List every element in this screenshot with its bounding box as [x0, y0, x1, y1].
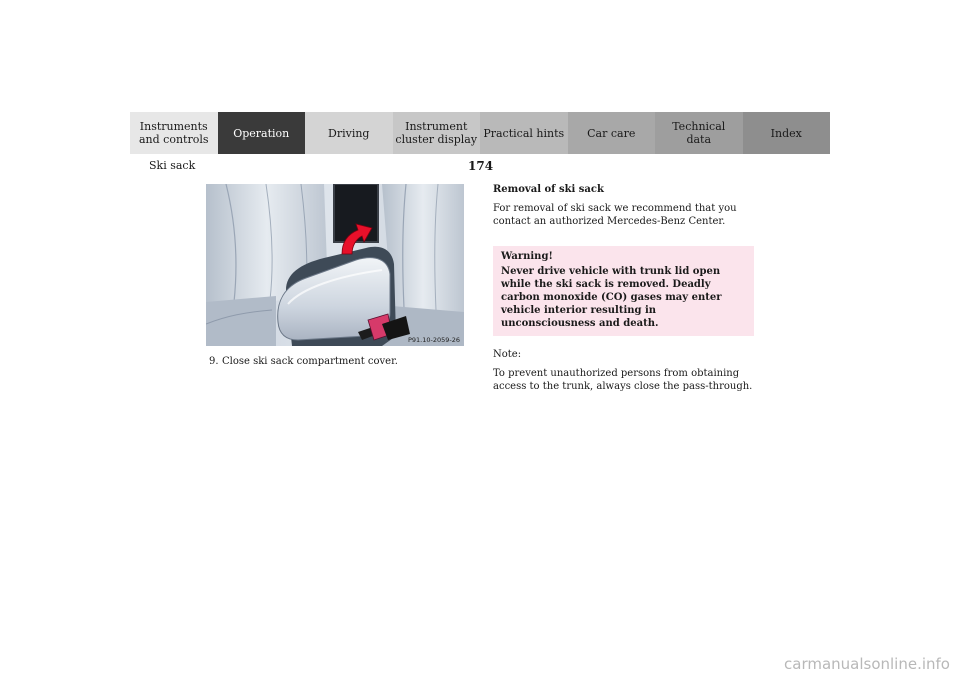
warning-box: [493, 246, 754, 336]
removal-heading: Removal of ski sack: [493, 184, 604, 195]
nav-tab-7[interactable]: Index: [743, 112, 831, 154]
right-column: [493, 183, 761, 399]
note-label: Note:: [493, 349, 522, 360]
nav-tab-4[interactable]: Practical hints: [480, 112, 568, 154]
chapter-nav: [130, 112, 830, 154]
warning-text: Never drive vehicle with trunk lid open while the ski sack is removed. Deadly carbon monoxide (CO) gases may enter vehicle interior resulting in unconsciousness and death.: [501, 266, 722, 329]
nav-tab-2[interactable]: Driving: [305, 112, 393, 154]
nav-tab-3[interactable]: Instrument cluster display: [393, 112, 481, 154]
step-text: Close ski sack compartment cover.: [222, 356, 398, 367]
step-number: 9.: [209, 356, 219, 367]
nav-tab-5[interactable]: Car care: [568, 112, 656, 154]
warning-title: Warning!: [501, 251, 553, 262]
step-9: [209, 356, 398, 367]
removal-text: For removal of ski sack we recommend that you contact an authorized Mercedes-Benz Center.: [493, 203, 737, 227]
nav-tab-0[interactable]: Instruments and controls: [130, 112, 218, 154]
nav-tab-6[interactable]: Technical data: [655, 112, 743, 154]
figure-code: P91.10-2059-26: [407, 336, 460, 344]
section-title: Ski sack: [149, 159, 196, 172]
watermark: carmanualsonline.info: [784, 655, 950, 673]
page-number: 174: [468, 159, 494, 173]
nav-tab-1[interactable]: Operation: [218, 112, 306, 154]
note-text: To prevent unauthorized persons from obtaining access to the trunk, always close the pass-through.: [493, 368, 753, 392]
ski-sack-illustration: [206, 184, 464, 346]
ski-sack-drawing: [206, 184, 464, 346]
